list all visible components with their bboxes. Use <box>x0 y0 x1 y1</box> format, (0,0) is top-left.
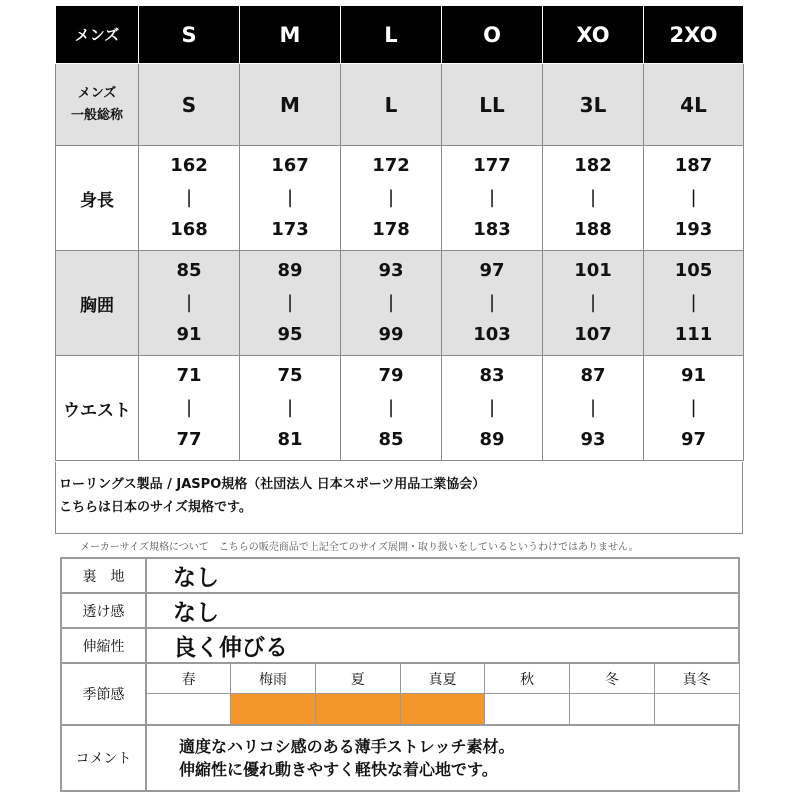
range-max: 107 <box>574 324 612 345</box>
range-separator: | <box>589 292 597 313</box>
general-size: 3L <box>543 64 644 146</box>
range-min: 167 <box>271 155 309 176</box>
general-size: M <box>240 64 341 146</box>
measure-range-cell <box>341 356 442 461</box>
header-size: O <box>442 6 543 64</box>
header-size: S <box>139 6 240 64</box>
waist-row <box>56 356 744 461</box>
range-separator: | <box>185 292 193 313</box>
range-separator: | <box>286 187 294 208</box>
general-size: L <box>341 64 442 146</box>
transparency-label: 透け感 <box>61 593 146 628</box>
comment-label: コメント <box>61 725 146 791</box>
chest-row <box>56 251 744 356</box>
header-size: XO <box>543 6 644 64</box>
season-name: 秋 <box>485 663 570 694</box>
range-min: 91 <box>680 365 707 386</box>
range-separator: | <box>690 397 697 418</box>
range-max: 111 <box>674 324 713 345</box>
range-max: 193 <box>674 219 713 240</box>
range-min: 101 <box>574 260 612 281</box>
measure-range-cell <box>139 146 240 251</box>
header-size: 2XO <box>644 6 744 64</box>
season-name: 冬 <box>570 663 655 694</box>
range-max: 173 <box>271 219 309 240</box>
range-separator: | <box>488 187 496 208</box>
range-separator: | <box>387 292 395 313</box>
range-max: 91 <box>176 324 202 345</box>
general-size: LL <box>442 64 543 146</box>
lining-value: なし <box>146 558 739 593</box>
season-name: 夏 <box>315 663 400 694</box>
note-line-1: ローリングス製品 / JASPO規格（社団法人 日本スポーツ用品工業協会） <box>59 477 486 492</box>
header-size: L <box>341 6 442 64</box>
range-max: 99 <box>378 324 404 345</box>
range-min: 162 <box>170 155 208 176</box>
range-separator: | <box>185 397 193 418</box>
range-separator: | <box>589 397 597 418</box>
general-label-line1: メンズ <box>77 85 117 101</box>
range-separator: | <box>185 187 193 208</box>
season-indicator <box>654 694 739 726</box>
size-standard-note <box>55 462 743 534</box>
measure-label: ウエスト <box>56 356 139 461</box>
comment-line-2: 伸縮性に優れ動きやすく軽快な着心地です。 <box>179 760 498 779</box>
season-indicator <box>485 694 570 726</box>
general-label-line2: 一般総称 <box>70 107 123 123</box>
measure-range-cell <box>139 356 240 461</box>
height-row <box>56 146 744 251</box>
season-name: 真夏 <box>400 663 485 694</box>
season-indicator-row <box>61 694 739 726</box>
range-max: 85 <box>378 429 404 450</box>
header-label: メンズ <box>56 6 139 64</box>
measure-range-cell <box>442 356 543 461</box>
stretch-row <box>61 628 739 663</box>
measure-range-cell <box>139 251 240 356</box>
range-max: 188 <box>574 219 612 240</box>
range-min: 97 <box>479 260 505 281</box>
maker-size-footnote: メーカーサイズ規格について こちらの販売商品で上記全てのサイズ展開・取り扱いをしているというわけではありません。 <box>80 542 639 553</box>
range-min: 83 <box>479 365 505 386</box>
range-separator: | <box>286 397 294 418</box>
range-separator: | <box>488 292 496 313</box>
general-size: 4L <box>644 64 744 146</box>
range-separator: | <box>589 187 597 208</box>
comment-text <box>146 725 739 791</box>
range-min: 172 <box>372 155 410 176</box>
general-size-row <box>56 64 744 146</box>
season-names-row <box>61 663 739 694</box>
lining-row <box>61 558 739 593</box>
measure-range-cell <box>240 251 341 356</box>
stretch-value: 良く伸びる <box>146 628 739 663</box>
range-max: 93 <box>580 429 606 450</box>
season-name: 梅雨 <box>231 663 316 694</box>
range-max: 168 <box>170 219 208 240</box>
range-min: 89 <box>277 260 303 281</box>
measure-range-cell <box>442 251 543 356</box>
range-min: 182 <box>574 155 612 176</box>
measure-range-cell <box>341 146 442 251</box>
range-separator: | <box>387 397 395 418</box>
range-min: 85 <box>176 260 202 281</box>
range-min: 79 <box>378 365 404 386</box>
range-max: 183 <box>473 219 511 240</box>
range-max: 89 <box>479 429 505 450</box>
range-max: 81 <box>277 429 303 450</box>
season-indicator <box>231 694 316 726</box>
range-min: 93 <box>378 260 404 281</box>
range-separator: | <box>387 187 395 208</box>
range-separator: | <box>690 187 697 208</box>
range-min: 177 <box>473 155 511 176</box>
comment-row <box>61 725 739 791</box>
range-max: 178 <box>372 219 410 240</box>
size-header-row <box>56 6 744 64</box>
fabric-info-table <box>60 557 740 792</box>
range-min: 75 <box>277 365 303 386</box>
range-separator: | <box>286 292 294 313</box>
size-chart-table <box>55 5 744 461</box>
header-size: M <box>240 6 341 64</box>
range-separator: | <box>690 292 697 313</box>
season-label: 季節感 <box>61 663 146 725</box>
stretch-label: 伸縮性 <box>61 628 146 663</box>
range-separator: | <box>488 397 496 418</box>
season-name: 真冬 <box>654 663 739 694</box>
range-max: 97 <box>680 429 707 450</box>
lining-label: 裏 地 <box>61 558 146 593</box>
season-indicator <box>400 694 485 726</box>
measure-label: 身長 <box>56 146 139 251</box>
range-max: 77 <box>176 429 202 450</box>
measure-range-cell <box>240 146 341 251</box>
range-max: 103 <box>473 324 511 345</box>
range-max: 95 <box>277 324 303 345</box>
measure-range-cell <box>442 146 543 251</box>
season-indicator <box>146 694 231 726</box>
measure-range-cell <box>644 356 744 461</box>
measure-range-cell <box>644 146 744 251</box>
note-line-2: こちらは日本のサイズ規格です。 <box>59 500 252 515</box>
measure-range-cell <box>543 356 644 461</box>
season-name: 春 <box>146 663 231 694</box>
transparency-value: なし <box>146 593 739 628</box>
transparency-row <box>61 593 739 628</box>
measure-range-cell <box>341 251 442 356</box>
measure-range-cell <box>543 146 644 251</box>
range-min: 105 <box>674 260 713 281</box>
measure-range-cell <box>543 251 644 356</box>
general-label <box>56 64 139 146</box>
range-min: 87 <box>580 365 606 386</box>
general-size: S <box>139 64 240 146</box>
range-min: 71 <box>176 365 202 386</box>
measure-label: 胸囲 <box>56 251 139 356</box>
range-min: 187 <box>674 155 713 176</box>
season-indicator <box>570 694 655 726</box>
measure-range-cell <box>644 251 744 356</box>
measure-range-cell <box>240 356 341 461</box>
season-indicator <box>315 694 400 726</box>
comment-line-1: 適度なハリコシ感のある薄手ストレッチ素材。 <box>179 737 515 756</box>
